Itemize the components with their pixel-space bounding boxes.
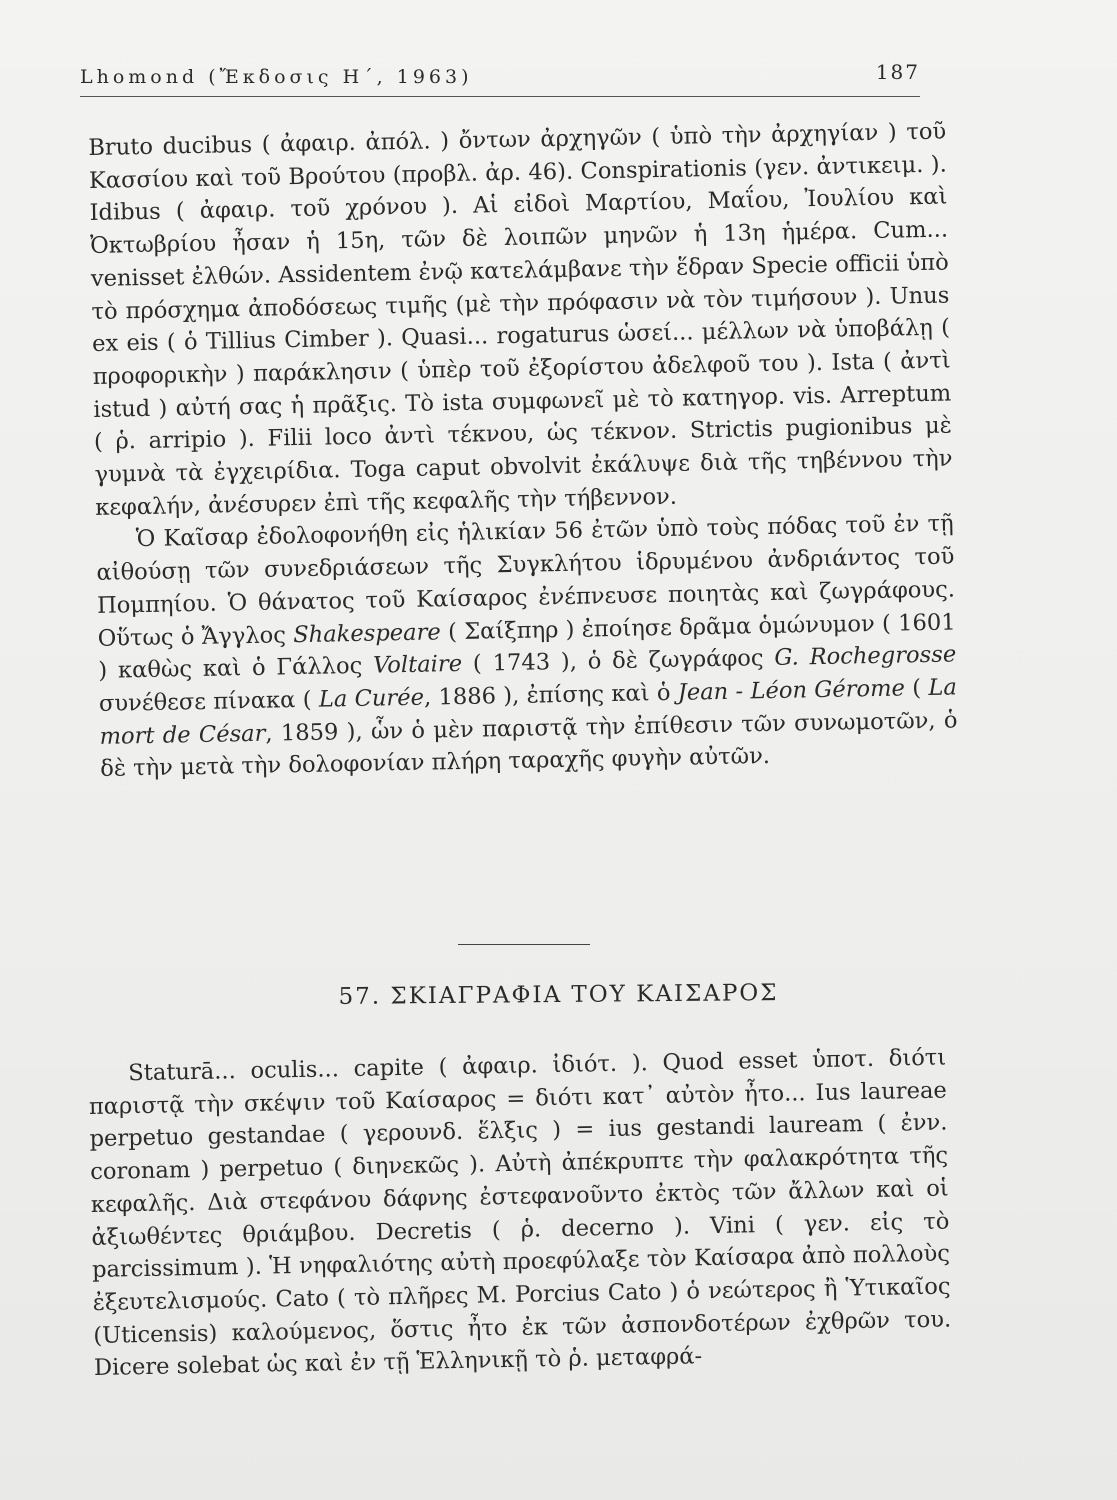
work-reference: Jean - Léon Gérome: [677, 675, 906, 706]
section-paragraph: Staturā... oculis... capite ( ἀφαιρ. ἰδιότ. ). Quod esset ὑποτ. διότι παριστᾷ τὴν σκέψιν τοῦ Καίσαρος = διότι κατ᾽ αὐτὸν ἦτο... Ius laureae perpetuo gestandae ( γερουνδ. ἕλξις ) = ius gestandi lauream ( ἐνν. coronam ) perpetuo ( διηνεκῶς ). Αὐτὴ ἀπέκρυπτε τὴν φαλακρότητα τῆς κεφαλῆς. Διὰ στεφάνου δάφνης ἐστεφανοῦντο ἐκτὸς τῶν ἄλλων καὶ οἱ ἀξιωθέντες θριάμβου. Decretis ( ῥ. decerno ). Vini ( γεν. εἰς τὸ parcissimum ). Ἡ νηφαλιότης αὐτὴ προεφύλαξε τὸν Καίσαρα ἀπὸ πολλοὺς ἐξευτελισμούς. Cato ( τὸ πλῆρες M. Porcius Cato ) ὁ νεώτερος ἢ Ὑτικαῖος (Uticensis) καλούμενος, ὅστις ἦτο ἐκ τῶν ἀσπονδοτέρων ἐχθρῶν του. Dicere solebat ὡς καὶ ἐν τῇ Ἑλληνικῇ τὸ ῥ. μεταφρά-: [88, 1044, 952, 1382]
section-divider: [458, 944, 590, 945]
header-rule: [80, 96, 920, 97]
section-body: [88, 1042, 952, 1385]
work-reference: G. Rochegrosse: [774, 641, 957, 672]
commentary-block: [88, 116, 958, 786]
work-reference: La mort de César: [99, 674, 958, 750]
page-header: [80, 60, 920, 96]
work-reference: La Curée: [318, 684, 425, 713]
work-reference: Shakespeare: [292, 618, 442, 648]
commentary-paragraph-artists: Ὁ Καῖσαρ ἐδολοφονήθη εἰς ἡλικίαν 56 ἐτῶν ὑπὸ τοὺς πόδας τοῦ ἐν τῇ αἰθούσῃ τῶν συνεδριάσεων τῆς Συγκλήτου ἱδρυμένου ἀνδριάντος τοῦ Πομπηίου. Ὁ θάνατος τοῦ Καίσαρος ἐνέπνευσε ποιητὰς καὶ ζωγράφους. Οὕτως ὁ Ἄγγλος Shakespeare ( Σαίξπηρ ) ἐποίησε δρᾶμα ὁμώνυμον ( 1601 ) καθὼς καὶ ὁ Γάλλος Voltaire ( 1743 ), ὁ δὲ ζωγράφος G. Rochegrosse συνέθεσε πίνακα ( La Curée, 1886 ), ἐπίσης καὶ ὁ Jean - Léon Gérome ( La mort de César, 1859 ), ὧν ὁ μὲν παριστᾷ τὴν ἐπίθεσιν τῶν συνωμοτῶν, ὁ δὲ τὴν μετὰ τὴν δολοφονίαν πλήρη ταραχῆς φυγὴν αὐτῶν.: [96, 510, 958, 783]
work-reference: Voltaire: [372, 651, 463, 679]
commentary-paragraph: Bruto ducibus ( ἀφαιρ. ἀπόλ. ) ὄντων ἀρχηγῶν ( ὑπὸ τὴν ἀρχηγίαν ) τοῦ Κασσίου καὶ τοῦ Βρούτου (προβλ. ἀρ. 46). Conspirationis (γεν. ἀντικειμ. ). Idibus ( ἀφαιρ. τοῦ χρόνου ). Αἱ εἰδοὶ Μαρτίου, Μαΐου, Ἰουλίου καὶ Ὀκτωβρίου ἦσαν ἡ 15η, τῶν δὲ λοιπῶν μηνῶν ἡ 13η ἡμέρα. Cum... venisset ἐλθών. Assidentem ἐνῷ κατελάμβανε τὴν ἕδραν Specie officii ὑπὸ τὸ πρόσχημα ἀποδόσεως τιμῆς (μὲ τὴν πρόφασιν νὰ τὸν τιμήσουν ). Unus ex eis ( ὁ Tillius Cimber ). Quasi... rogaturus ὡσεί... μέλλων νὰ ὑποβάλῃ ( προφορικὴν ) παράκλησιν ( ὑπὲρ τοῦ ἐξορίστου ἀδελφοῦ του ). Ista ( ἀντὶ istud ) αὐτή σας ἡ πρᾶξις. Τὸ ista συμφωνεῖ μὲ τὸ κατηγορ. vis. Arreptum ( ῥ. arripio ). Filii loco ἀντὶ τέκνου, ὡς τέκνον. Strictis pugionibus μὲ γυμνὰ τὰ ἐγχειρίδια. Toga caput obvolvit ἐκάλυψε διὰ τῆς τηβέννου τὴν κεφαλήν, ἀνέσυρεν ἐπὶ τῆς κεφαλῆς τὴν τήβεννον.: [88, 118, 953, 521]
running-title: Lhomond (Ἔκδοσις Η΄, 1963): [80, 66, 473, 88]
page-number: 187: [875, 60, 920, 84]
section-title: 57. ΣΚΙΑΓΡΑΦΙΑ ΤΟΥ ΚΑΙΣΑΡΟΣ: [338, 980, 779, 1010]
